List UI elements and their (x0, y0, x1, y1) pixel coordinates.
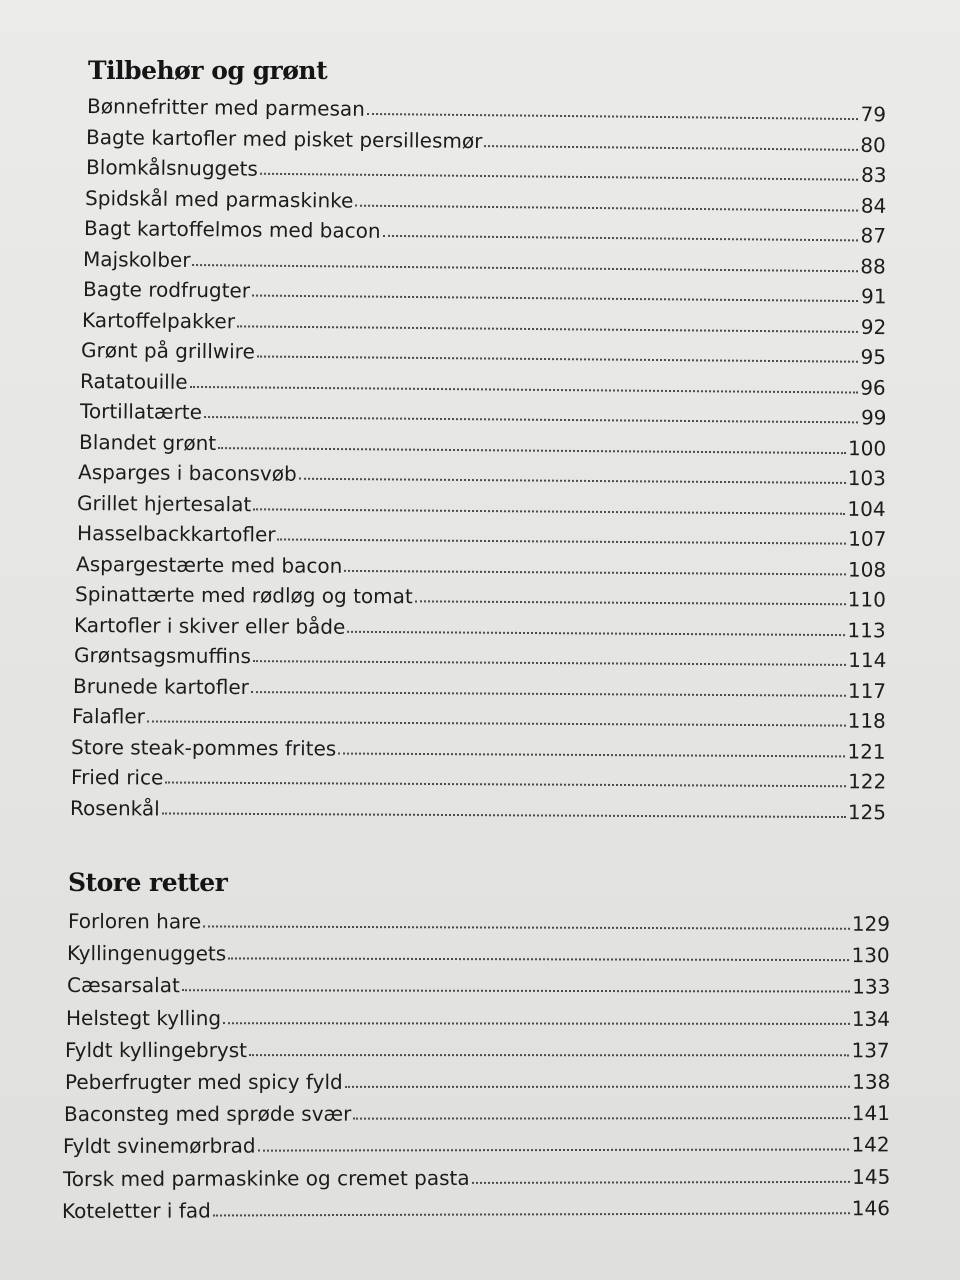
toc-entry-page-number: 130 (851, 943, 891, 968)
toc-entry-title: Spinattærte med rødløg og tomat (75, 582, 414, 609)
toc-entry-title: Fyldt svinemørbrad (63, 1134, 256, 1159)
dot-leader (258, 1149, 850, 1152)
toc-entry-title: Falafler (72, 704, 146, 729)
dot-leader (257, 356, 858, 363)
dot-leader (253, 660, 846, 666)
toc-entry (75, 576, 886, 612)
dot-leader (299, 478, 846, 484)
dot-leader (252, 295, 859, 303)
toc-entry (66, 1000, 890, 1031)
dot-leader (485, 145, 858, 151)
dot-leader (237, 325, 858, 333)
toc-entry-title: Brunede kartofler (72, 673, 249, 699)
toc-entry-page-number: 122 (847, 769, 887, 794)
toc-entry-title: Aspargestærte med bacon (75, 551, 343, 578)
toc-entry (74, 607, 886, 642)
toc-entry-page-number: 80 (860, 132, 887, 157)
toc-entry-title: Hasselbackkartofler (76, 521, 276, 547)
toc-entry (68, 903, 890, 936)
toc-entry-page-number: 133 (851, 974, 891, 999)
toc-entry-page-number: 108 (847, 556, 887, 582)
dot-leader (348, 630, 846, 635)
toc-entry-title: Asparges i baconsvøb (78, 460, 297, 486)
toc-entry-title: Ratatouille (80, 368, 189, 394)
toc-entry (72, 698, 886, 733)
dot-leader (229, 958, 850, 962)
dot-leader (259, 173, 858, 181)
toc-entry (62, 1190, 890, 1223)
toc-entry-page-number: 125 (847, 799, 887, 824)
toc-entry-title: Blandet grønt (78, 429, 217, 455)
toc-entry-title: Helstegt kylling (66, 1005, 222, 1030)
toc-entry-title: Blomkålsnuggets (85, 155, 258, 181)
toc-entry-page-number: 91 (860, 284, 887, 309)
toc-entry (63, 1127, 890, 1159)
toc-entry (70, 790, 886, 824)
dot-leader (203, 925, 850, 929)
toc-entry (71, 759, 886, 793)
dot-leader (223, 1022, 850, 1025)
toc-entry (71, 729, 886, 764)
section-title: Store retter (68, 868, 228, 897)
toc-entry-page-number: 138 (851, 1069, 890, 1094)
dot-leader (251, 691, 846, 697)
toc-entry-title: Torsk med parmaskinke og cremet pasta (62, 1165, 470, 1191)
toc-entry-page-number: 134 (851, 1006, 891, 1031)
toc-entry-title: Koteletter i fad (61, 1198, 211, 1223)
toc-entry-page-number: 103 (847, 465, 887, 491)
toc-entry-page-number: 107 (847, 526, 887, 551)
toc-entry-page-number: 121 (847, 738, 887, 764)
toc-entry-page-number: 79 (860, 102, 887, 127)
dot-leader (162, 812, 846, 818)
toc-entry-title: Majskolber (83, 246, 191, 272)
toc-entry (65, 1032, 890, 1062)
dot-leader (277, 538, 846, 544)
dot-leader (353, 1117, 849, 1120)
toc-entry (65, 1064, 890, 1094)
toc-entry-page-number: 113 (847, 617, 887, 642)
toc-entry-title: Forloren hare (68, 909, 202, 934)
toc-entry-title: Grøntsagsmuffins (73, 643, 251, 669)
dot-leader (193, 264, 858, 272)
toc-entry-page-number: 87 (860, 223, 887, 248)
dot-leader (249, 1054, 849, 1056)
dot-leader (471, 1180, 850, 1183)
toc-entry-page-number: 145 (851, 1164, 890, 1189)
dot-leader (344, 1086, 849, 1088)
toc-entry-title: Tortillatærte (79, 399, 202, 424)
toc-entry (63, 1158, 890, 1190)
toc-entry-title: Kartofler i skiver eller både (74, 612, 346, 639)
toc-entry-page-number: 146 (851, 1195, 890, 1221)
toc-entry-title: Fried rice (70, 765, 164, 790)
toc-entry-page-number: 99 (860, 405, 887, 430)
dot-leader (190, 385, 858, 393)
toc-entry-title: Spidskål med parmaskinke (84, 185, 354, 213)
toc-entry-title: Bagte rodfrugter (82, 277, 250, 303)
dot-leader (339, 752, 846, 757)
toc-entry (67, 967, 890, 999)
dot-leader (204, 416, 858, 423)
toc-entry-page-number: 88 (860, 253, 887, 278)
toc-entry-page-number: 142 (851, 1132, 890, 1157)
toc-entry-page-number: 114 (847, 647, 887, 673)
section-title: Tilbehør og grønt (88, 56, 328, 85)
dot-leader (415, 600, 846, 605)
toc-entry-title: Cæsarsalat (66, 973, 180, 998)
toc-entry (78, 454, 886, 490)
toc-entry-title: Bagte kartofler med pisket persillesmør (86, 124, 483, 153)
dot-leader (367, 113, 858, 120)
toc-entry-page-number: 96 (860, 375, 887, 400)
toc-entry-page-number: 117 (847, 678, 887, 703)
toc-entry-title: Baconsteg med sprøde svær (63, 1101, 352, 1127)
toc-entry-title: Fyldt kyllingebryst (65, 1037, 248, 1062)
toc-entry-title: Rosenkål (70, 795, 160, 820)
toc-entry-title: Peberfrugter med spicy fyld (64, 1069, 343, 1094)
toc-entry-page-number: 100 (847, 435, 887, 460)
dot-leader (344, 569, 846, 575)
toc-entry-page-number: 84 (860, 193, 887, 218)
dot-leader (147, 720, 846, 726)
dot-leader (254, 508, 846, 514)
toc-entry (73, 668, 886, 703)
toc-entry-title: Store steak-pommes frites (71, 734, 337, 761)
dot-leader (355, 204, 858, 211)
toc-entry-title: Kyllingenuggets (67, 941, 227, 966)
toc-entry-page-number: 92 (860, 314, 887, 339)
toc-entry-title: Bagt kartoffelmos med bacon (84, 216, 381, 243)
toc-entry-page-number: 118 (847, 708, 887, 733)
toc-entry-page-number: 137 (851, 1038, 890, 1063)
toc-entry-page-number: 141 (851, 1101, 890, 1126)
toc-entry-page-number: 110 (847, 587, 887, 612)
dot-leader (383, 235, 858, 242)
dot-leader (165, 782, 846, 788)
toc-entry (74, 637, 886, 672)
toc-entry (67, 935, 890, 967)
toc-entry-title: Bønnefritter med parmesan (87, 94, 366, 121)
toc-entry-page-number: 104 (847, 496, 887, 521)
toc-entry-title: Kartoffelpakker (81, 307, 235, 333)
toc-entry-page-number: 95 (860, 344, 887, 369)
toc-entry-page-number: 83 (860, 162, 887, 188)
toc-entry-title: Grønt på grillwire (81, 338, 256, 364)
toc-entry (77, 515, 887, 551)
dot-leader (213, 1212, 850, 1216)
dot-leader (182, 990, 850, 993)
toc-entry (64, 1095, 890, 1126)
toc-entry-page-number: 129 (851, 911, 891, 936)
toc-entry-title: Grillet hjertesalat (77, 490, 252, 516)
dot-leader (218, 447, 846, 454)
